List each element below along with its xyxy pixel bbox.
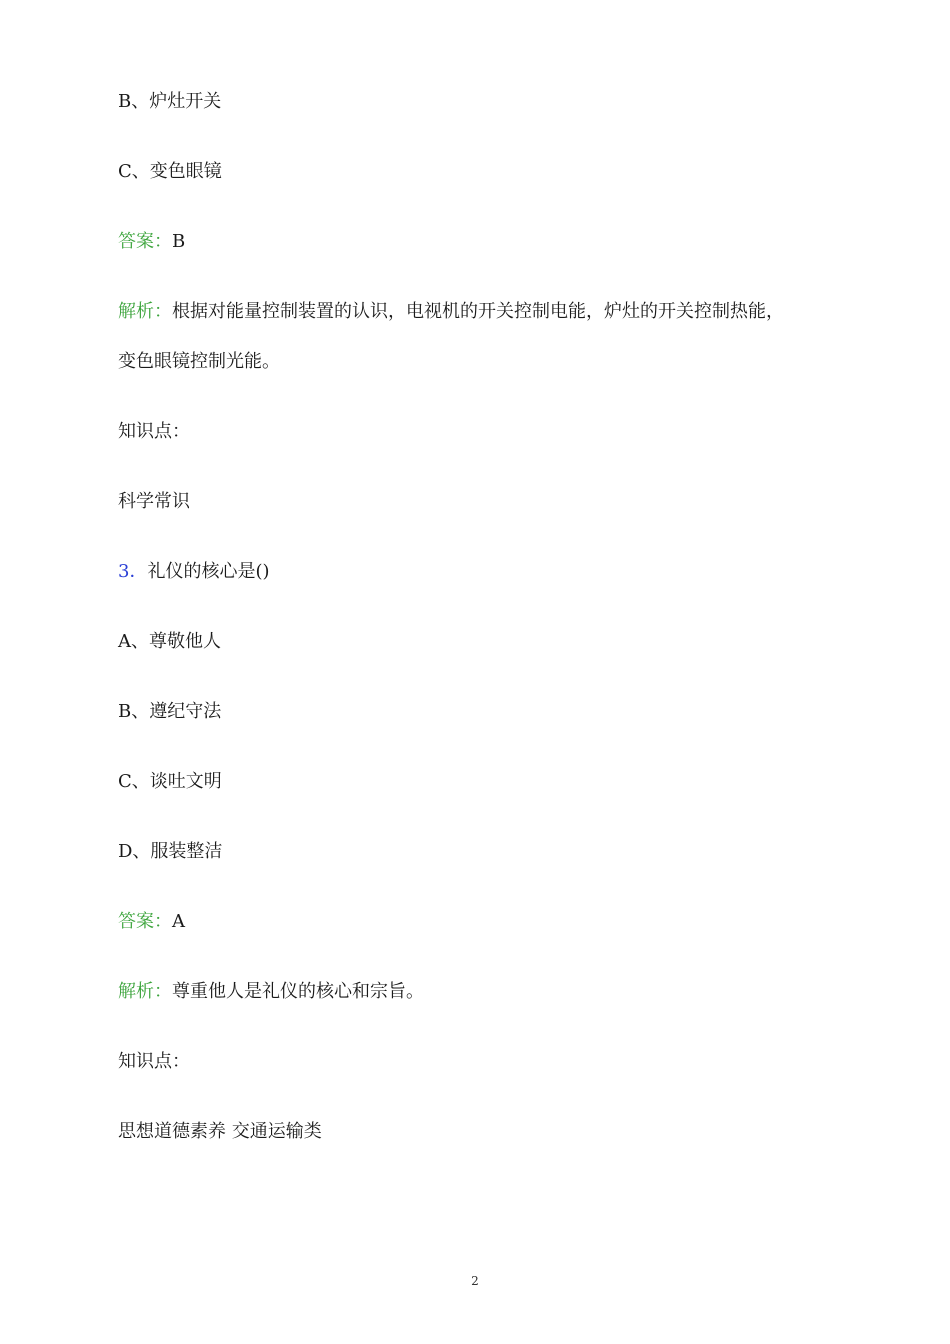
q3-option-b: B、遵纪守法 xyxy=(118,701,222,722)
q3-answer xyxy=(118,910,185,934)
q3-option-c: C、谈吐文明 xyxy=(118,771,222,792)
question-number: 3． xyxy=(118,561,148,582)
answer-label: 答案： xyxy=(118,231,172,252)
analysis-label: 解析： xyxy=(118,301,172,322)
analysis-text: 尊重他人是礼仪的核心和宗旨。 xyxy=(172,981,424,1002)
answer-value: A xyxy=(172,911,185,932)
page-number: 2 xyxy=(471,1274,479,1288)
q2-option-b: B、炉灶开关 xyxy=(118,91,222,112)
q3-knowledge-value: 思想道德素养 交通运输类 xyxy=(118,1121,322,1142)
q3-question xyxy=(118,560,270,584)
answer-value: B xyxy=(172,231,186,252)
q3-option-a: A、尊敬他人 xyxy=(118,631,221,652)
q2-answer xyxy=(118,230,185,254)
answer-label: 答案： xyxy=(118,911,172,932)
q2-option-c: C、变色眼镜 xyxy=(118,161,222,182)
q3-analysis xyxy=(118,980,424,1004)
q3-option-d: D、服装整洁 xyxy=(118,841,223,862)
q2-knowledge-label: 知识点： xyxy=(118,421,190,442)
analysis-label: 解析： xyxy=(118,981,172,1002)
q2-analysis-continued: 变色眼镜控制光能。 xyxy=(118,351,280,372)
question-stem: 礼仪的核心是() xyxy=(147,561,270,582)
analysis-text: 根据对能量控制装置的认识，电视机的开关控制电能，炉灶的开关控制热能， xyxy=(172,301,784,322)
q2-knowledge-value: 科学常识 xyxy=(118,491,190,512)
q3-knowledge-label: 知识点： xyxy=(118,1051,190,1072)
q2-analysis xyxy=(118,300,784,324)
